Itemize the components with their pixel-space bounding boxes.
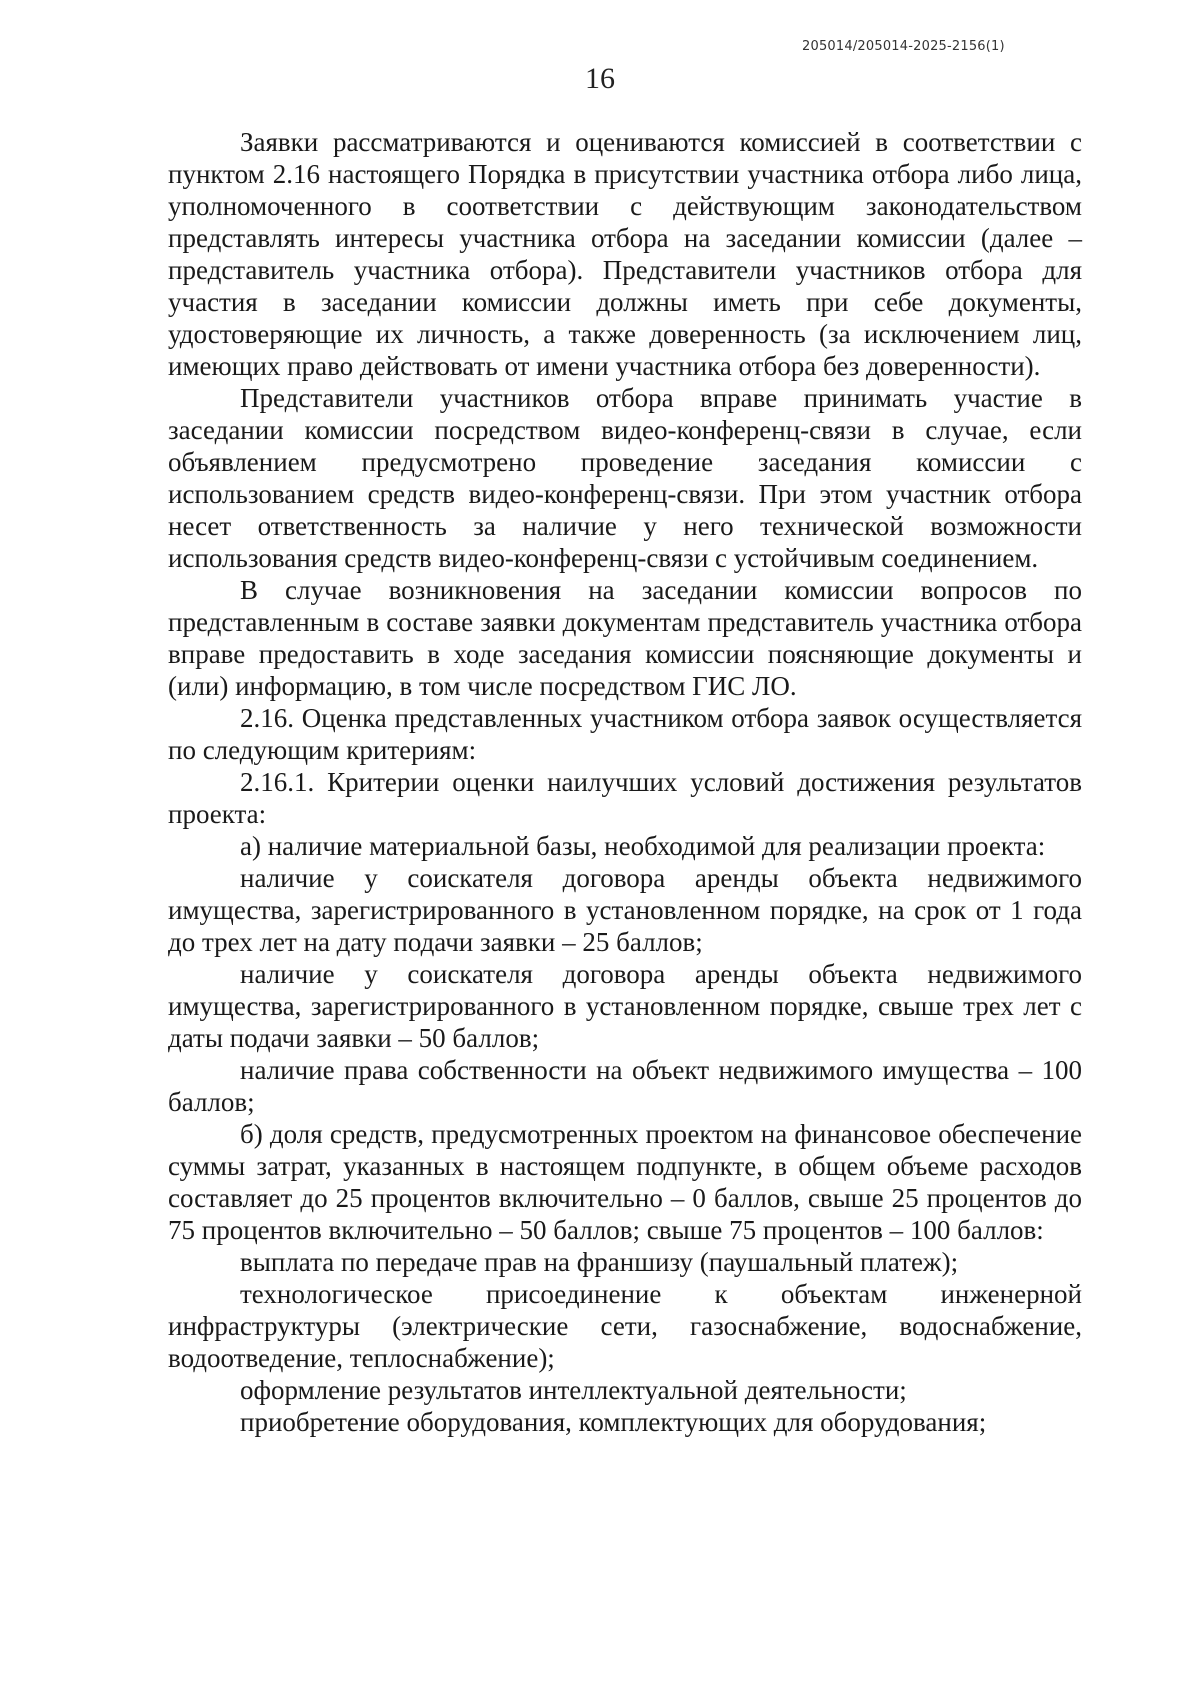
paragraph: 2.16. Оценка представленных участником отбора заявок осуществляется по следующим критериям: — [168, 703, 1082, 765]
paragraph: приобретение оборудования, комплектующих для оборудования; — [240, 1407, 987, 1437]
document-body — [168, 126, 1082, 1438]
paragraph: наличие у соискателя договора аренды объекта недвижимого имущества, зарегистрированного в установленном порядке, на срок от 1 года до трех лет на дату подачи заявки – 25 баллов; — [168, 863, 1082, 957]
paragraph: б) доля средств, предусмотренных проектом на финансовое обеспечение суммы затрат, указанных в настоящем подпункте, в общем объеме расходов составляет до 25 процентов включительно – 0 баллов, свыше 25 процентов до 75 процентов включительно – 50 баллов; свыше 75 процентов – 100 баллов: — [168, 1119, 1082, 1245]
paragraph: наличие у соискателя договора аренды объекта недвижимого имущества, зарегистрированного в установленном порядке, свыше трех лет с даты подачи заявки – 50 баллов; — [168, 959, 1082, 1053]
paragraph: Заявки рассматриваются и оцениваются комиссией в соответствии с пунктом 2.16 настоящего Порядка в присутствии участника отбора либо лица, уполномоченного в соответствии с действующим законодательством представлять интересы участника отбора на заседании комиссии (далее – представитель участника отбора). Представители участников отбора для участия в заседании комиссии должны иметь при себе документы, удостоверяющие их личность, а также доверенность (за исключением лиц, имеющих право действовать от имени участника отбора без доверенности). — [168, 127, 1082, 381]
page-number: 16 — [585, 62, 615, 95]
paragraph: 2.16.1. Критерии оценки наилучших условий достижения результатов проекта: — [168, 767, 1082, 829]
document-id: 205014/205014-2025-2156(1) — [802, 39, 1005, 54]
paragraph: В случае возникновения на заседании комиссии вопросов по представленным в составе заявки документам представитель участника отбора вправе предоставить в ходе заседания комиссии поясняющие документы и (или) информацию, в том числе посредством ГИС ЛО. — [168, 575, 1082, 701]
paragraph: оформление результатов интеллектуальной деятельности; — [240, 1375, 907, 1405]
paragraph: Представители участников отбора вправе принимать участие в заседании комиссии посредством видео-конференц-связи в случае, если объявлением предусмотрено проведение заседания комиссии с использованием средств видео-конференц-связи. При этом участник отбора несет ответственность за наличие у него технической возможности использования средств видео-конференц-связи с устойчивым соединением. — [168, 383, 1082, 573]
paragraph: технологическое присоединение к объектам инженерной инфраструктуры (электрические сети, газоснабжение, водоснабжение, водоотведение, теплоснабжение); — [168, 1279, 1082, 1373]
paragraph: наличие права собственности на объект недвижимого имущества – 100 баллов; — [168, 1055, 1082, 1117]
paragraph: а) наличие материальной базы, необходимой для реализации проекта: — [240, 831, 1046, 861]
paragraph: выплата по передаче прав на франшизу (паушальный платеж); — [240, 1247, 959, 1277]
